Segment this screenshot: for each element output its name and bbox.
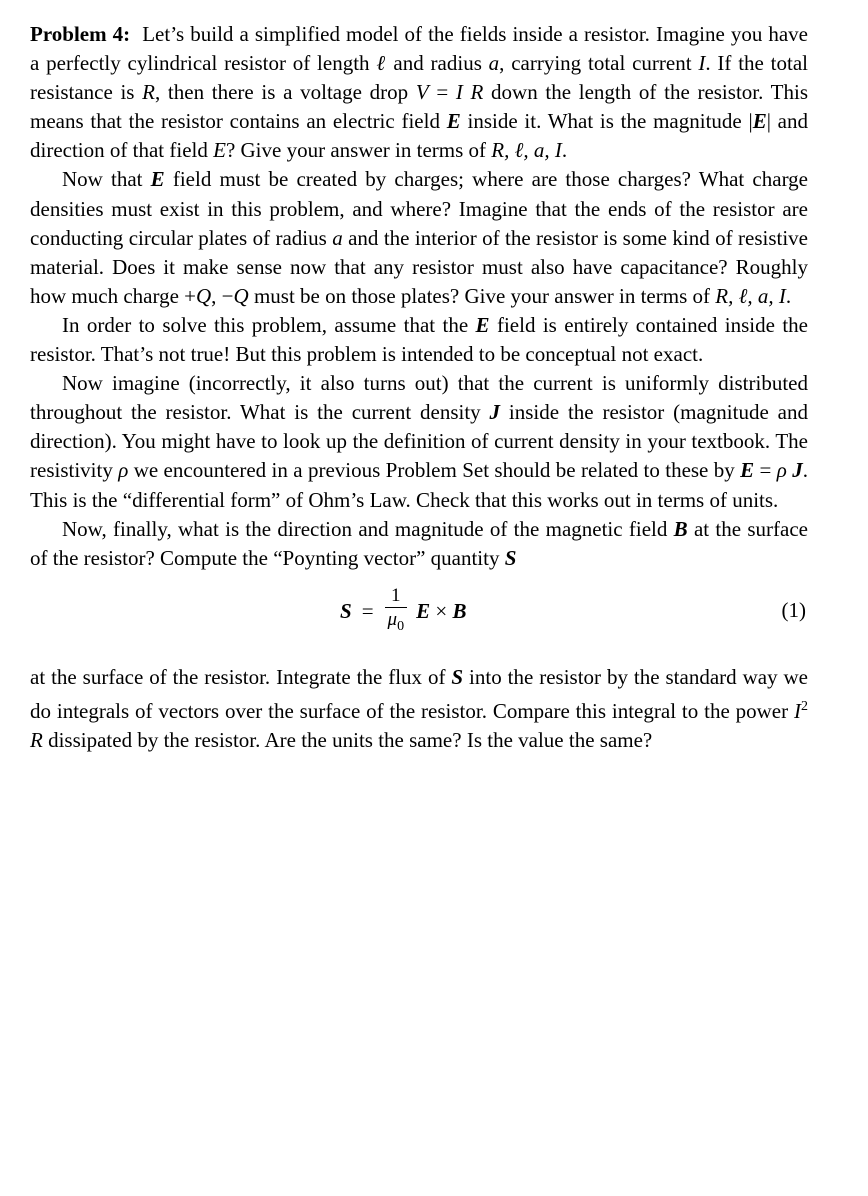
- problem-paragraph-1: [30, 165, 814, 310]
- text-run: inside it. What is the magnitude |: [460, 109, 753, 134]
- text-run: E: [213, 138, 226, 163]
- text-run: R: [142, 80, 155, 105]
- equation-rhs: [416, 597, 466, 626]
- text-run: ℓ: [376, 51, 387, 76]
- poynting-equation: [30, 577, 808, 653]
- equation-e: E: [416, 599, 431, 624]
- text-run: J: [792, 458, 803, 483]
- problem-paragraph-4: [30, 515, 814, 573]
- closing-paragraph-0: [30, 663, 814, 755]
- problem-text: [30, 20, 814, 573]
- equation-body: [340, 585, 466, 639]
- text-run: S: [451, 664, 464, 689]
- problem-paragraph-0: [30, 20, 814, 165]
- text-run: ρ: [776, 458, 787, 483]
- text-run: =: [428, 80, 456, 105]
- text-run: I: [794, 698, 801, 723]
- text-run: a: [488, 51, 500, 76]
- problem-text-continued: [30, 663, 814, 755]
- text-run: at the surface of the resistor. Integrate the flux of: [30, 664, 452, 689]
- text-run: Now imagine (incorrectly, it also turns out) that the current is uniformly distributed throughout the resistor. What is the current density: [30, 371, 814, 425]
- text-run: Now, finally, what is the direction and magnitude of the magnetic field: [62, 516, 674, 541]
- text-run: J: [489, 400, 501, 425]
- text-run: ? Give your answer in terms of: [225, 138, 492, 163]
- text-run: . This is the “differential form” of Ohm’s Law. Check that this works out in terms of units.: [30, 458, 813, 512]
- text-run: | and direction of that field: [30, 109, 814, 163]
- text-run: V: [415, 80, 429, 105]
- text-run: E: [752, 109, 767, 134]
- text-run: dissipated by the resistor. Are the units the same? Is the value the same?: [42, 727, 653, 752]
- text-run: In order to solve this problem, assume that the: [62, 312, 476, 337]
- text-run: =: [754, 458, 777, 483]
- text-run: into the resistor by the standard way we do integrals of vectors over the surface of the resistor. Compare this integral to the power: [30, 664, 814, 723]
- equation-equals: =: [361, 599, 374, 624]
- text-run: E: [475, 312, 490, 337]
- text-run: E: [150, 167, 165, 192]
- text-run: inside the resistor (magnitude and direction). You might have to look up the definition of current density in your textbook. The resistivity: [30, 400, 814, 483]
- problem-paragraph-2: [30, 311, 814, 369]
- problem-paragraph-3: [30, 369, 814, 514]
- text-run: Let’s build a simplified model of the fields inside a resistor. Imagine you have a perfectly cylindrical resistor of length: [30, 22, 814, 76]
- text-run: . If the total resistance is: [30, 51, 814, 105]
- text-run: .: [785, 283, 792, 308]
- text-run: S: [504, 545, 517, 570]
- mu-symbol: μ: [387, 608, 398, 630]
- text-run: , carrying total current: [499, 51, 699, 76]
- text-run: E: [740, 458, 755, 483]
- text-run: must be on those plates? Give your answer in terms of: [248, 283, 716, 308]
- text-run: , −: [211, 283, 234, 308]
- text-run: and radius: [386, 51, 489, 76]
- text-run: Q: [233, 283, 249, 308]
- text-run: , then there is a voltage drop: [155, 80, 416, 105]
- equation-b: B: [452, 599, 467, 624]
- text-run: E: [446, 109, 461, 134]
- fraction-numerator: 1: [385, 585, 407, 608]
- text-run: ρ: [118, 458, 129, 483]
- text-run: Problem 4:: [30, 22, 131, 46]
- problem-page: [30, 20, 814, 755]
- mu-subscript: 0: [397, 618, 405, 634]
- text-run: Q: [196, 283, 212, 308]
- text-run: field is entirely contained inside the resistor. That’s not true! But this problem is intended to be conceptual not exact.: [30, 312, 814, 367]
- equation-number: (1): [781, 597, 806, 622]
- text-run: a: [332, 225, 343, 250]
- text-run: I R: [455, 80, 484, 105]
- text-run: down the length of the resistor. This means that the resistor contains an electric field: [30, 80, 814, 134]
- cross-product-sign: ×: [430, 599, 453, 624]
- text-run: at the surface of the resistor? Compute the “Poynting vector” quantity: [30, 516, 814, 570]
- text-run: 2: [801, 698, 808, 714]
- text-run: [808, 699, 813, 723]
- text-run: field must be created by charges; where are those charges? What charge densities must exist in this problem, and where? Imagine that the ends of the resistor are conducting circular plates of radius: [30, 167, 814, 250]
- equation-fraction: [384, 585, 409, 639]
- equation-lhs: S: [340, 599, 352, 624]
- text-run: .: [561, 138, 568, 163]
- text-run: R: [30, 727, 43, 752]
- text-run: I: [698, 51, 706, 76]
- text-run: R, ℓ, a, I: [715, 283, 786, 308]
- text-run: B: [673, 516, 688, 541]
- text-run: we encountered in a previous Problem Set should be related to these by: [128, 458, 741, 483]
- text-run: R, ℓ, a, I: [491, 138, 562, 163]
- text-run: and the interior of the resistor is some kind of resistive material. Does it make sense now that any resistor must also have capacitance? Roughly how much charge +: [30, 225, 814, 308]
- text-run: Now that: [62, 167, 151, 192]
- fraction-denominator: [384, 608, 409, 639]
